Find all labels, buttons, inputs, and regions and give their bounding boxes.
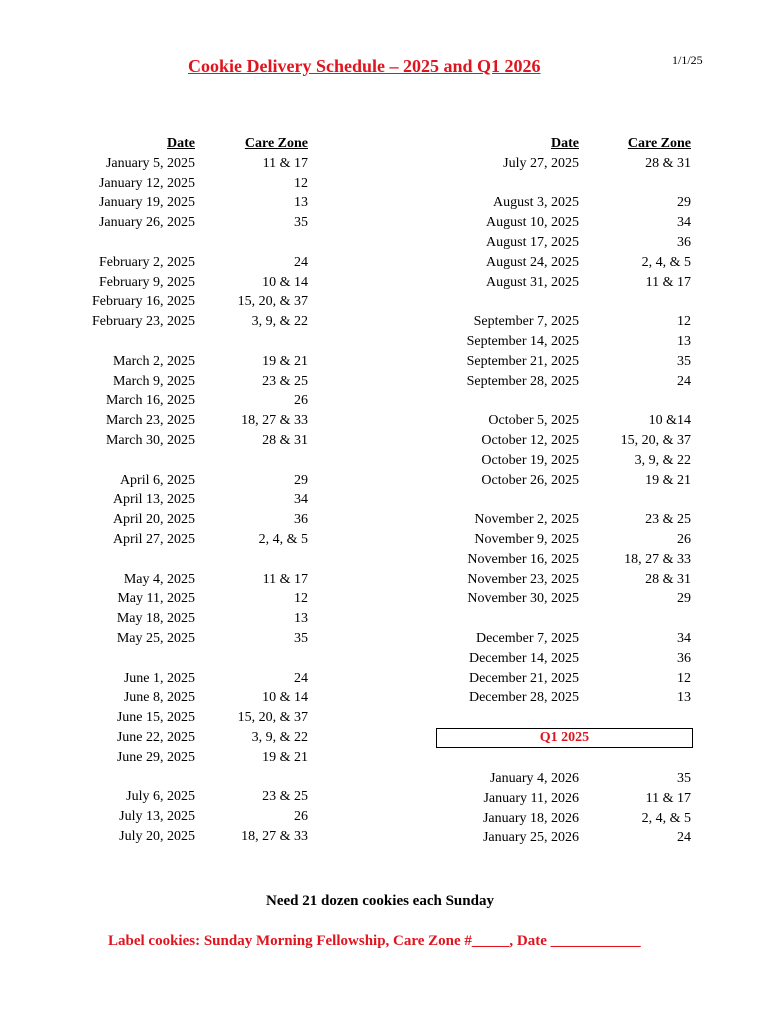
left-zone-column bbox=[237, 134, 308, 844]
delivery-date: May 25, 2025 bbox=[116, 630, 195, 646]
care-zone: 10 & 14 bbox=[262, 690, 308, 706]
delivery-date: July 27, 2025 bbox=[503, 155, 579, 171]
delivery-date: March 16, 2025 bbox=[105, 393, 195, 409]
care-zone: 24 bbox=[294, 254, 308, 270]
delivery-date bbox=[467, 609, 579, 629]
delivery-date: August 24, 2025 bbox=[486, 254, 579, 270]
care-zone: 23 & 25 bbox=[645, 512, 691, 528]
delivery-date: December 14, 2025 bbox=[468, 650, 579, 666]
delivery-date: October 12, 2025 bbox=[481, 432, 579, 448]
delivery-date: September 21, 2025 bbox=[466, 353, 579, 369]
delivery-date: November 30, 2025 bbox=[467, 591, 579, 607]
care-zone: 11 & 17 bbox=[645, 274, 691, 290]
care-zone: 12 bbox=[294, 175, 308, 191]
care-zone: 28 & 31 bbox=[645, 571, 691, 587]
care-zone: 35 bbox=[294, 630, 308, 646]
label-instructions: Label cookies: Sunday Morning Fellowship, Care Zone #_____, Date ____________ bbox=[108, 933, 641, 949]
delivery-date: May 4, 2025 bbox=[123, 571, 195, 587]
care-zone: 19 & 21 bbox=[262, 353, 308, 369]
delivery-date: April 13, 2025 bbox=[112, 492, 195, 508]
delivery-date: September 7, 2025 bbox=[473, 314, 579, 330]
care-zone: 2, 4, & 5 bbox=[258, 531, 308, 547]
delivery-date bbox=[467, 490, 579, 510]
care-zone: 19 & 21 bbox=[645, 472, 691, 488]
right-date-column bbox=[466, 134, 579, 706]
care-zone: 15, 20, & 37 bbox=[237, 294, 308, 310]
delivery-date: August 10, 2025 bbox=[486, 215, 579, 231]
care-zone: 18, 27 & 33 bbox=[241, 413, 308, 429]
care-zone: 29 bbox=[677, 195, 691, 211]
care-zone: 3, 9, & 22 bbox=[251, 314, 308, 330]
care-zone: 13 bbox=[677, 333, 691, 349]
care-zone: 36 bbox=[677, 650, 691, 666]
delivery-date: November 9, 2025 bbox=[474, 531, 579, 547]
care-zone: 15, 20, & 37 bbox=[237, 710, 308, 726]
right-zone-header: Care Zone bbox=[627, 136, 691, 151]
delivery-date: October 26, 2025 bbox=[481, 472, 579, 488]
delivery-date: March 30, 2025 bbox=[105, 432, 195, 448]
delivery-date: September 28, 2025 bbox=[466, 373, 579, 389]
delivery-date: April 20, 2025 bbox=[112, 512, 195, 528]
delivery-date: November 2, 2025 bbox=[474, 512, 579, 528]
care-zone: 29 bbox=[294, 472, 308, 488]
care-zone: 2, 4, & 5 bbox=[641, 254, 691, 270]
left-zone-header: Care Zone bbox=[244, 136, 308, 151]
care-zone bbox=[621, 174, 691, 194]
delivery-date: February 16, 2025 bbox=[91, 294, 195, 310]
delivery-date bbox=[92, 768, 195, 788]
left-date-header: Date bbox=[167, 136, 195, 151]
delivery-date: August 31, 2025 bbox=[486, 274, 579, 290]
care-zone: 35 bbox=[677, 353, 691, 369]
care-zone: 12 bbox=[677, 670, 691, 686]
delivery-date bbox=[92, 332, 195, 352]
delivery-date bbox=[467, 292, 579, 312]
delivery-date: July 20, 2025 bbox=[119, 828, 195, 844]
delivery-date bbox=[467, 174, 579, 194]
delivery-date: May 18, 2025 bbox=[116, 611, 195, 627]
delivery-date: August 3, 2025 bbox=[493, 195, 579, 211]
care-zone: 23 & 25 bbox=[262, 373, 308, 389]
cookie-quantity-note: Need 21 dozen cookies each Sunday bbox=[266, 893, 494, 909]
delivery-date: September 14, 2025 bbox=[466, 333, 579, 349]
care-zone bbox=[238, 550, 308, 570]
care-zone: 24 bbox=[294, 670, 308, 686]
care-zone: 12 bbox=[294, 591, 308, 607]
right-date-header: Date bbox=[551, 136, 579, 151]
care-zone: 29 bbox=[677, 591, 691, 607]
delivery-date: February 2, 2025 bbox=[98, 254, 195, 270]
q1-zone-column bbox=[641, 769, 691, 846]
delivery-date: February 23, 2025 bbox=[91, 314, 195, 330]
care-zone: 28 & 31 bbox=[645, 155, 691, 171]
care-zone bbox=[238, 768, 308, 788]
care-zone: 11 & 17 bbox=[262, 571, 308, 587]
care-zone bbox=[621, 609, 691, 629]
delivery-date: December 7, 2025 bbox=[475, 630, 579, 646]
care-zone: 26 bbox=[677, 531, 691, 547]
care-zone bbox=[238, 332, 308, 352]
care-zone: 35 bbox=[677, 771, 691, 786]
delivery-date: June 1, 2025 bbox=[123, 670, 195, 686]
care-zone: 19 & 21 bbox=[262, 749, 308, 765]
delivery-date: February 9, 2025 bbox=[98, 274, 195, 290]
care-zone: 11 & 17 bbox=[645, 790, 691, 806]
delivery-date: December 28, 2025 bbox=[468, 690, 579, 706]
delivery-date: January 4, 2026 bbox=[489, 771, 579, 786]
care-zone: 26 bbox=[294, 393, 308, 409]
care-zone: 34 bbox=[294, 492, 308, 508]
care-zone: 24 bbox=[677, 830, 691, 846]
care-zone bbox=[238, 451, 308, 471]
care-zone: 13 bbox=[294, 195, 308, 211]
delivery-date: May 11, 2025 bbox=[117, 591, 195, 607]
delivery-date: November 23, 2025 bbox=[467, 571, 579, 587]
care-zone bbox=[621, 490, 691, 510]
care-zone: 34 bbox=[677, 215, 691, 231]
delivery-date bbox=[92, 550, 195, 570]
care-zone: 35 bbox=[294, 215, 308, 231]
delivery-date: December 21, 2025 bbox=[468, 670, 579, 686]
care-zone: 11 & 17 bbox=[262, 155, 308, 171]
care-zone: 34 bbox=[677, 630, 691, 646]
delivery-date: January 26, 2025 bbox=[98, 215, 195, 231]
delivery-date: March 23, 2025 bbox=[105, 413, 195, 429]
delivery-date: April 27, 2025 bbox=[112, 531, 195, 547]
delivery-date bbox=[467, 391, 579, 411]
care-zone: 36 bbox=[677, 234, 691, 250]
delivery-date bbox=[92, 233, 195, 253]
delivery-date bbox=[92, 649, 195, 669]
q1-date-column bbox=[482, 769, 579, 846]
care-zone: 26 bbox=[294, 809, 308, 825]
delivery-date: January 18, 2026 bbox=[482, 810, 579, 826]
delivery-date: April 6, 2025 bbox=[119, 472, 195, 488]
care-zone: 3, 9, & 22 bbox=[634, 452, 691, 468]
delivery-date: March 2, 2025 bbox=[112, 353, 195, 369]
care-zone: 13 bbox=[294, 611, 308, 627]
care-zone: 23 & 25 bbox=[262, 789, 308, 805]
care-zone bbox=[238, 649, 308, 669]
delivery-date: January 5, 2025 bbox=[105, 155, 195, 171]
care-zone bbox=[621, 292, 691, 312]
care-zone: 10 &14 bbox=[648, 413, 691, 429]
delivery-date: November 16, 2025 bbox=[467, 551, 579, 567]
delivery-date: January 11, 2026 bbox=[483, 790, 579, 806]
care-zone: 2, 4, & 5 bbox=[641, 810, 691, 826]
delivery-date: October 5, 2025 bbox=[488, 413, 579, 429]
care-zone: 18, 27 & 33 bbox=[624, 551, 691, 567]
right-zone-column bbox=[620, 134, 691, 706]
page-title: Cookie Delivery Schedule – 2025 and Q1 2026 bbox=[188, 56, 541, 76]
delivery-date: January 25, 2026 bbox=[482, 830, 579, 846]
delivery-date bbox=[92, 451, 195, 471]
delivery-date: March 9, 2025 bbox=[112, 373, 195, 389]
delivery-date: January 19, 2025 bbox=[98, 195, 195, 211]
delivery-date: June 8, 2025 bbox=[123, 690, 195, 706]
care-zone: 10 & 14 bbox=[262, 274, 308, 290]
delivery-date: October 19, 2025 bbox=[481, 452, 579, 468]
care-zone: 18, 27 & 33 bbox=[241, 828, 308, 844]
care-zone: 36 bbox=[294, 512, 308, 528]
q1-section-box: Q1 2025 bbox=[436, 728, 693, 748]
care-zone: 3, 9, & 22 bbox=[251, 729, 308, 745]
page-date: 1/1/25 bbox=[672, 53, 703, 67]
delivery-date: January 12, 2025 bbox=[98, 175, 195, 191]
delivery-date: June 29, 2025 bbox=[116, 749, 195, 765]
delivery-date: June 22, 2025 bbox=[116, 729, 195, 745]
delivery-date: June 15, 2025 bbox=[116, 710, 195, 726]
care-zone bbox=[621, 391, 691, 411]
care-zone: 24 bbox=[677, 373, 691, 389]
delivery-date: July 13, 2025 bbox=[119, 809, 195, 825]
care-zone: 13 bbox=[677, 690, 691, 706]
care-zone: 28 & 31 bbox=[262, 432, 308, 448]
delivery-date: August 17, 2025 bbox=[486, 234, 579, 250]
delivery-date: July 6, 2025 bbox=[126, 789, 195, 805]
care-zone bbox=[238, 233, 308, 253]
care-zone: 15, 20, & 37 bbox=[620, 432, 691, 448]
left-date-column bbox=[91, 134, 195, 844]
care-zone: 12 bbox=[677, 314, 691, 330]
